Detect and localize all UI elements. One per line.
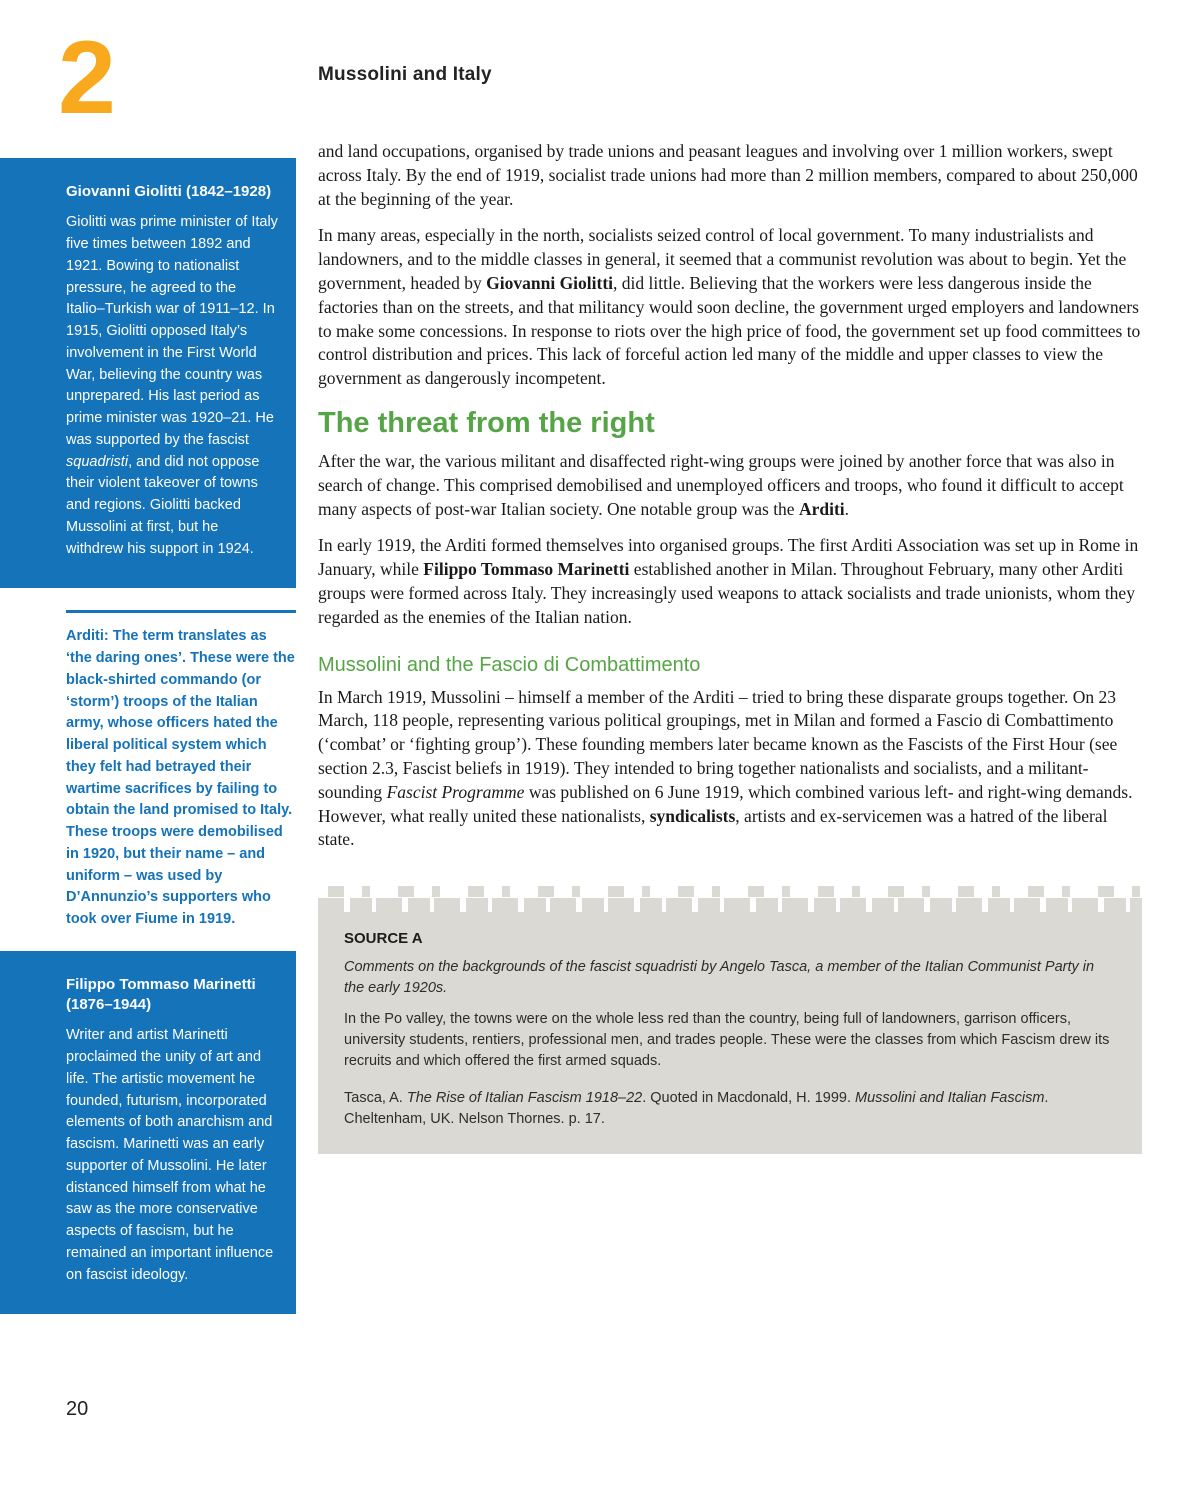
- source-label: SOURCE A: [344, 930, 423, 948]
- bio-box-marinetti: [0, 951, 296, 1315]
- source-box-content: [318, 912, 1142, 1154]
- key-term-label: Arditi:: [66, 628, 109, 645]
- torn-paper-edge: [318, 886, 1142, 912]
- bio-giolitti-body: Giolitti was prime minister of Italy five times between 1892 and 1921. Bowing to nationalist pressure, he agreed to the Italio–Turkish war of 1911–12. In 1915, Giolitti opposed Italy’s involvement in the First World War, believing the country was unprepared. His last period as prime minister was 1920–21. He was supported by the fascist squadristi, and did not oppose their violent takeover of towns and regions. Giolitti backed Mussolini at first, but he withdrew his support in 1924.: [66, 214, 278, 557]
- bio-box-giolitti: [0, 158, 296, 588]
- bio-giolitti-title: Giovanni Giolitti (1842–1928): [66, 183, 272, 200]
- page-number: 20: [66, 1398, 89, 1420]
- paragraph-march-1919: In March 1919, Mussolini – himself a member of the Arditi – tried to bring these disparate groups together. On 23 March, 118 people, representing various political groupings, met in Milan and formed a Fascio di Combattimento (‘combat’ or ‘fighting group’). These founding members later became known as the Fascists of the First Hour (see section 2.3, Fascist beliefs in 1919). They intended to bring together nationalists and socialists, and a militant-sounding Fascist Programme was published on 6 June 1919, which combined various left- and right-wing demands. However, what really united these nationalists, syndicalists, artists and ex-servicemen was a hatred of the liberal state.: [318, 686, 1133, 850]
- source-caption: Comments on the backgrounds of the fascist squadristi by Angelo Tasca, a member of the Italian Communist Party in the early 1920s.: [344, 959, 1095, 997]
- bio-marinetti-title: Filippo Tommaso Marinetti (1876–1944): [66, 975, 256, 1013]
- source-box-a: [318, 886, 1142, 1154]
- subsection-heading-fascio: Mussolini and the Fascio di Combattimento: [318, 653, 701, 676]
- bio-marinetti-body: Writer and artist Marinetti proclaimed the unity of art and life. The artistic movement he founded, futurism, incorporated elements of both anarchism and fascism. Marinetti was an early supporter of Mussolini. He later distanced himself from what he saw as the more conservative aspects of fascism, but he remained an important influence on fascist ideology.: [66, 1027, 274, 1283]
- sidebar: [0, 158, 296, 1314]
- chapter-number: 2: [58, 20, 116, 136]
- running-header: Mussolini and Italy: [318, 64, 492, 85]
- source-citation: Tasca, A. The Rise of Italian Fascism 1918–22. Quoted in Macdonald, H. 1999. Mussolini and Italian Fascism. Cheltenham, UK. Nelson Thornes. p. 17.: [344, 1090, 1049, 1128]
- paragraph-after-the-war: After the war, the various militant and disaffected right-wing groups were joined by another force that was also in search of change. This comprised demobilised and unemployed officers and troops, who found it difficult to accept many aspects of post-war Italian society. One notable group was the Arditi.: [318, 450, 1124, 519]
- main-column: [318, 140, 1142, 1154]
- paragraph-arditi-groups: In early 1919, the Arditi formed themselves into organised groups. The first Arditi Association was set up in Rome in January, while Filippo Tommaso Marinetti established another in Milan. Throughout February, many other Arditi groups were formed across Italy. They increasingly used weapons to attack socialists and trade unionists, whom they regarded as the enemies of the Italian nation.: [318, 535, 1139, 627]
- section-heading-threat-from-right: The threat from the right: [318, 406, 655, 439]
- key-term-arditi: [66, 610, 296, 931]
- source-body-text: In the Po valley, the towns were on the whole less red than the country, being full of landowners, garrison officers, university students, rentiers, professional men, and trades people. These were the classes from which Fascism drew its recruits and which offered the first armed squads.: [344, 1011, 1110, 1070]
- paragraph-land-occupations: and land occupations, organised by trade unions and peasant leagues and involving over 1 million workers, swept across Italy. By the end of 1919, socialist trade unions had more than 2 million members, compared to about 250,000 at the beginning of the year.: [318, 141, 1138, 209]
- paragraph-socialists-north: In many areas, especially in the north, socialists seized control of local government. To many industrialists and landowners, and to the middle classes in general, it seemed that a communist revolution was about to begin. Yet the government, headed by Giovanni Giolitti, did little. Believing that the workers were less dangerous inside the factories than on the streets, and that militancy would soon decline, the government urged employers and landowners to make some concessions. In response to riots over the high price of food, the government set up food committees to control distribution and prices. This lack of forceful action led many of the middle and upper classes to view the government as dangerously incompetent.: [318, 225, 1141, 389]
- key-term-definition: The term translates as ‘the daring ones’. These were the black-shirted commando (or ‘storm’) troops of the Italian army, whose officers hated the liberal political system which they felt had betrayed their wartime sacrifices by failing to obtain the land promised to Italy. These troops were demobilised in 1920, but their name – and uniform – was used by D’Annunzio’s supporters who took over Fiume in 1919.: [66, 628, 295, 927]
